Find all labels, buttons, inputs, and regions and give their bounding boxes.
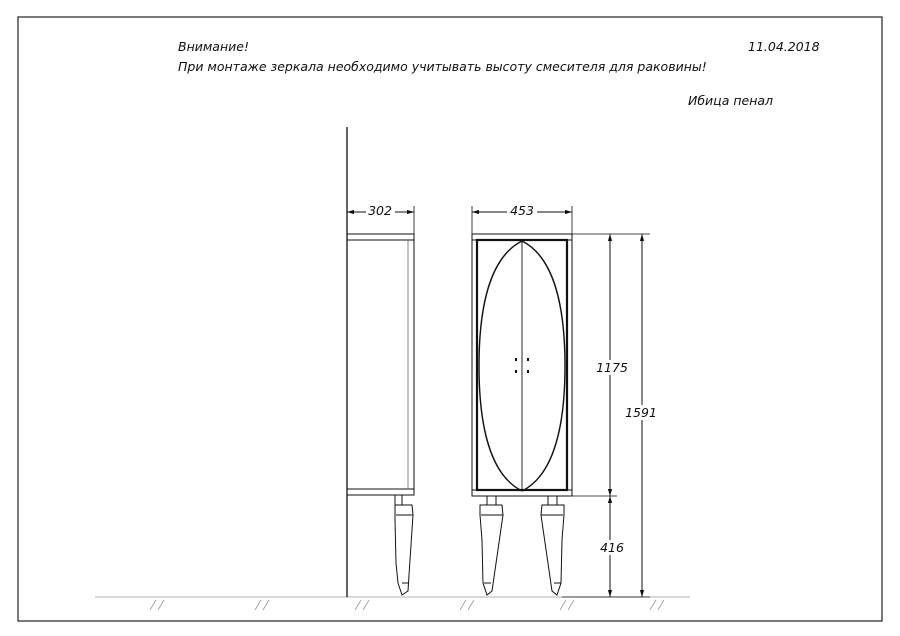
warning-title: Внимание! xyxy=(178,39,249,54)
warning-text: При монтаже зеркала необходимо учитывать высоту смесителя для раковины! xyxy=(178,59,707,74)
dimension-leg-height-label: 416 xyxy=(600,540,624,555)
dimension-depth-label: 302 xyxy=(368,203,392,218)
front-view-cabinet xyxy=(472,234,572,496)
drawing-frame xyxy=(18,17,882,621)
product-name: Ибица пенал xyxy=(688,93,774,108)
dimension-body-height xyxy=(596,234,628,496)
document-date: 11.04.2018 xyxy=(748,39,820,54)
front-view-right-leg xyxy=(541,496,564,595)
dimension-body-height-label: 1175 xyxy=(596,360,628,375)
dimension-total-height-label: 1591 xyxy=(625,405,657,420)
dimension-width xyxy=(472,203,572,234)
dimension-total-height xyxy=(625,234,658,597)
dimension-leg-height xyxy=(598,496,628,597)
side-view-cabinet xyxy=(347,234,414,495)
floor-line xyxy=(95,597,690,610)
side-view-leg xyxy=(395,495,413,595)
dimension-width-label: 453 xyxy=(510,203,534,218)
front-view-left-leg xyxy=(480,496,503,595)
dimension-depth xyxy=(347,203,414,234)
